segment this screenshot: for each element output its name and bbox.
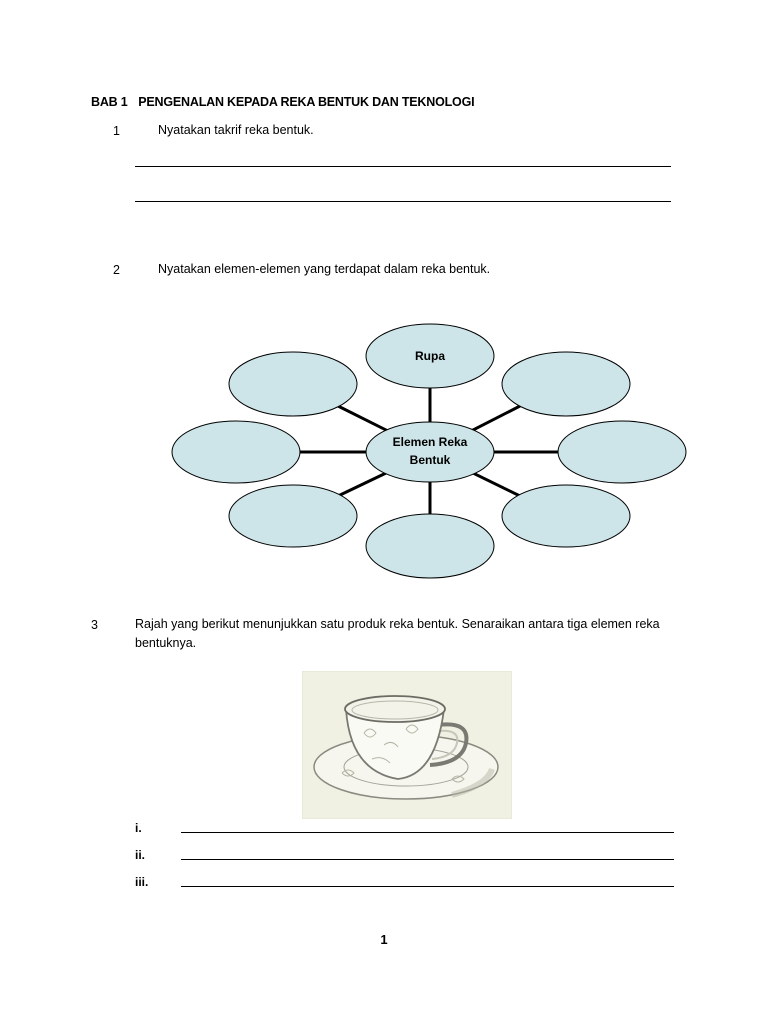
answer-line[interactable] — [181, 832, 674, 833]
element-bubble-blank[interactable] — [229, 352, 357, 416]
chapter-title: PENGENALAN KEPADA REKA BENTUK DAN TEKNOLOGI — [138, 95, 475, 109]
answer-item-label: ii. — [135, 848, 146, 862]
question-3-text: Rajah yang berikut menunjukkan satu produk reka bentuk. Senaraikan antara tiga elemen reka bentuknya. — [135, 617, 660, 650]
answer-line[interactable] — [181, 886, 674, 887]
question-1-number: 1 — [113, 124, 120, 138]
center-label-line2: Bentuk — [409, 453, 451, 467]
element-bubble-blank[interactable] — [502, 352, 630, 416]
teacup-image — [302, 671, 512, 819]
answer-item-label: iii. — [135, 875, 149, 889]
question-3-number: 3 — [91, 618, 98, 632]
answer-line[interactable] — [181, 859, 674, 860]
question-2-text: Nyatakan elemen-elemen yang terdapat dalam reka bentuk. — [158, 262, 491, 276]
question-1-text: Nyatakan takrif reka bentuk. — [158, 123, 314, 137]
center-bubble — [366, 422, 494, 482]
center-label-line1: Elemen Reka — [392, 435, 468, 449]
bubble-label-rupa: Rupa — [415, 349, 445, 363]
element-bubble-blank[interactable] — [229, 485, 357, 547]
answer-item-label: i. — [135, 821, 142, 835]
page-number: 1 — [380, 932, 388, 947]
chapter-number: BAB 1 — [91, 95, 128, 109]
element-bubble-blank[interactable] — [366, 514, 494, 578]
element-bubble-blank[interactable] — [558, 421, 686, 483]
question-2-number: 2 — [113, 263, 120, 277]
element-bubble-blank[interactable] — [172, 421, 300, 483]
element-bubble-blank[interactable] — [502, 485, 630, 547]
